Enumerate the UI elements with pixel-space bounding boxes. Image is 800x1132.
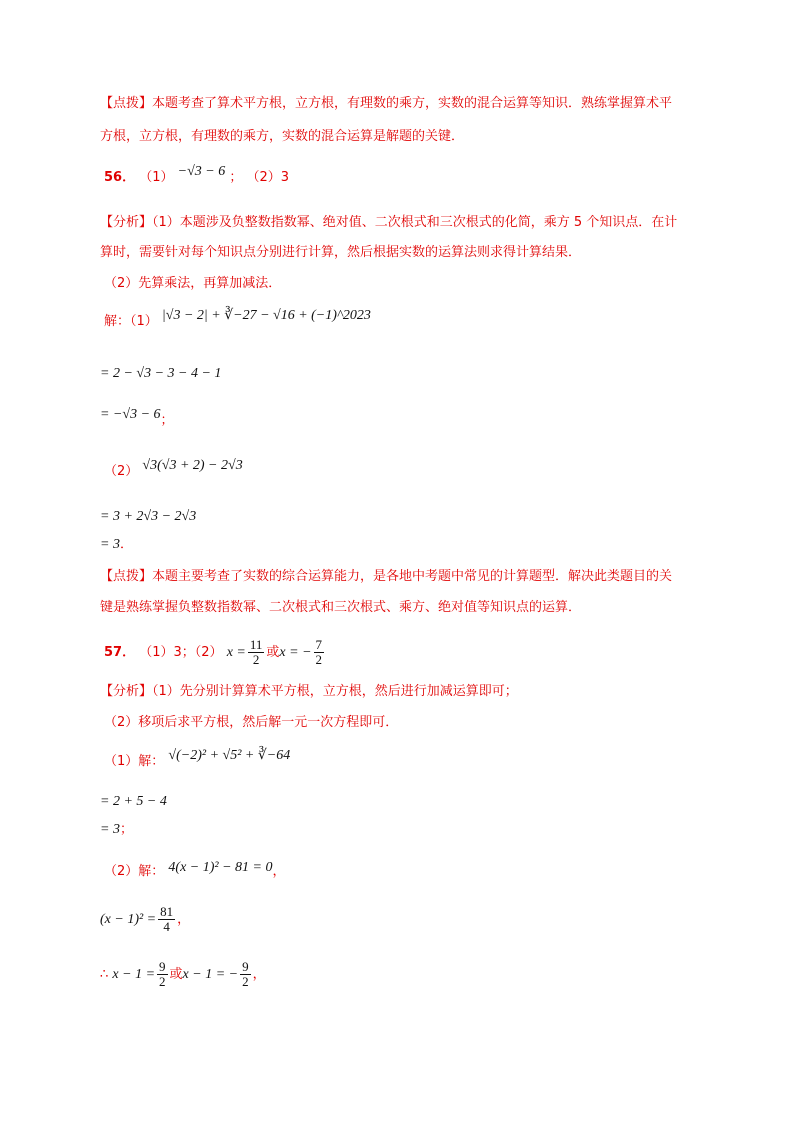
q57-number: 57． xyxy=(104,645,136,660)
solution57-step1-expr: = 2 + 5 − 4 xyxy=(100,794,167,809)
solution57-expr2-end: ， xyxy=(272,864,286,879)
solution56-step4-expr: = 3 xyxy=(100,537,120,552)
solution56-step-4 xyxy=(100,535,133,555)
q57-ans-b-fraction xyxy=(314,638,325,667)
solution57-step-1 xyxy=(100,792,167,812)
solution56-step-3 xyxy=(100,507,196,527)
q56-part2: （2）3 xyxy=(246,170,290,185)
tip56-line-2: 键是熟练掌握负整数指数幂、二次根式和三次根式、乘方、绝对值等知识点的运算． xyxy=(100,600,582,615)
q57-ans-a-lhs: x = xyxy=(226,645,246,660)
q56-part1-label: （1） xyxy=(139,170,174,185)
q57-ans-b-lhs: x = − xyxy=(279,645,312,660)
solution57-equation-line xyxy=(100,905,190,934)
q57-ans-b-den: 2 xyxy=(315,652,323,667)
q57-ans-a-num: 11 xyxy=(249,637,263,652)
tip56-line-1: 【点拨】本题主要考查了实数的综合运算能力，是各地中考题中常见的计算题型．解决此类题目的关 xyxy=(100,569,673,584)
q56-answer-line xyxy=(104,164,290,188)
q57-ans-a-fraction xyxy=(248,638,265,667)
solution56-step2-expr: = −√3 − 6 xyxy=(100,407,161,422)
solution56-expr: |√3 − 2| + ∛−27 − √16 + (−1)^2023 xyxy=(161,308,371,323)
solution57-root-a-num: 9 xyxy=(159,959,166,974)
q57-ans-b-num: 7 xyxy=(315,637,323,652)
solution57-label1: （1）解： xyxy=(104,754,165,769)
solution57-root-b-fraction xyxy=(240,960,251,989)
solution57-eq-den: 4 xyxy=(163,919,170,934)
solution56-part2-expr: √3(√3 + 2) − 2√3 xyxy=(142,458,243,473)
solution56-step-2 xyxy=(100,405,174,428)
solution56-step3-expr: = 3 + 2√3 − 2√3 xyxy=(100,509,197,524)
tip-line-1: 【点拨】本题考查了算术平方根，立方根，有理数的乘方，实数的混合运算等知识．熟练掌握算术平 xyxy=(100,96,673,111)
analysis57-line-2: （2）移项后求平方根，然后解一元一次方程即可． xyxy=(104,715,399,730)
q57-ans-a-den: 2 xyxy=(252,652,260,667)
solution57-root-b-lhs: x − 1 = − xyxy=(182,967,239,982)
solution57-root-a-fraction xyxy=(157,960,168,989)
tip-line-2: 方根，立方根，有理数的乘方，实数的混合运算是解题的关键． xyxy=(100,129,465,144)
q57-answer-line xyxy=(104,638,326,667)
solution57-root-a-lhs: x − 1 = xyxy=(112,967,156,982)
solution57-roots-line xyxy=(100,960,266,989)
analysis56-line-3: （2）先算乘法，再算加减法． xyxy=(104,276,282,291)
solution56-step4-end: ． xyxy=(119,537,133,552)
solution57-step2-expr: = 3 xyxy=(100,822,120,837)
solution56-label: 解：（1） xyxy=(104,314,158,329)
solution57-label2: （2）解： xyxy=(104,864,165,879)
solution57-eq-end: ， xyxy=(177,912,191,927)
solution57-step-2 xyxy=(100,820,133,840)
q56-answer1: −√3 − 6 xyxy=(177,164,226,179)
solution56-step-1 xyxy=(100,364,221,384)
q56-sep: ； xyxy=(229,170,243,185)
solution57-part1-line xyxy=(104,748,291,772)
solution57-root-end: ， xyxy=(252,967,266,982)
solution56-part2-label: （2） xyxy=(104,464,139,479)
analysis57-line-1: 【分析】（1）先分别计算算术平方根，立方根，然后进行加减运算即可； xyxy=(100,684,518,699)
solution57-part2-line xyxy=(104,862,286,882)
solution57-step2-end: ； xyxy=(119,822,133,837)
solution57-eq-lhs: (x − 1)² = xyxy=(100,912,157,927)
analysis56-line-1: 【分析】（1）本题涉及负整数指数幂、绝对值、二次根式和三次根式的化简，乘方 5 个知识点．在计 xyxy=(100,215,678,230)
solution56-expr-line xyxy=(104,308,371,332)
q57-or: 或 xyxy=(266,645,280,660)
analysis56-line-2: 算时，需要针对每个知识点分别进行计算，然后根据实数的运算法则求得计算结果． xyxy=(100,245,582,260)
q56-number: 56． xyxy=(104,170,136,185)
solution57-or: 或 xyxy=(169,967,183,982)
solution57-expr2: 4(x − 1)² − 81 = 0 xyxy=(168,860,273,875)
solution57-root-b-den: 2 xyxy=(242,974,249,989)
solution57-eq-fraction xyxy=(158,905,175,934)
solution57-root-b-num: 9 xyxy=(242,959,249,974)
solution56-step1-expr: = 2 − √3 − 3 − 4 − 1 xyxy=(100,366,222,381)
solution57-root-a-den: 2 xyxy=(159,974,166,989)
solution56-part2-line xyxy=(104,458,243,482)
therefore-symbol: ∴ xyxy=(100,967,109,982)
solution57-eq-num: 81 xyxy=(160,904,174,919)
solution57-expr1: √(−2)² + √5² + ∛−64 xyxy=(168,748,291,763)
q57-part1: （1）3；（2） xyxy=(139,645,223,660)
solution56-step2-end: ； xyxy=(160,413,174,428)
